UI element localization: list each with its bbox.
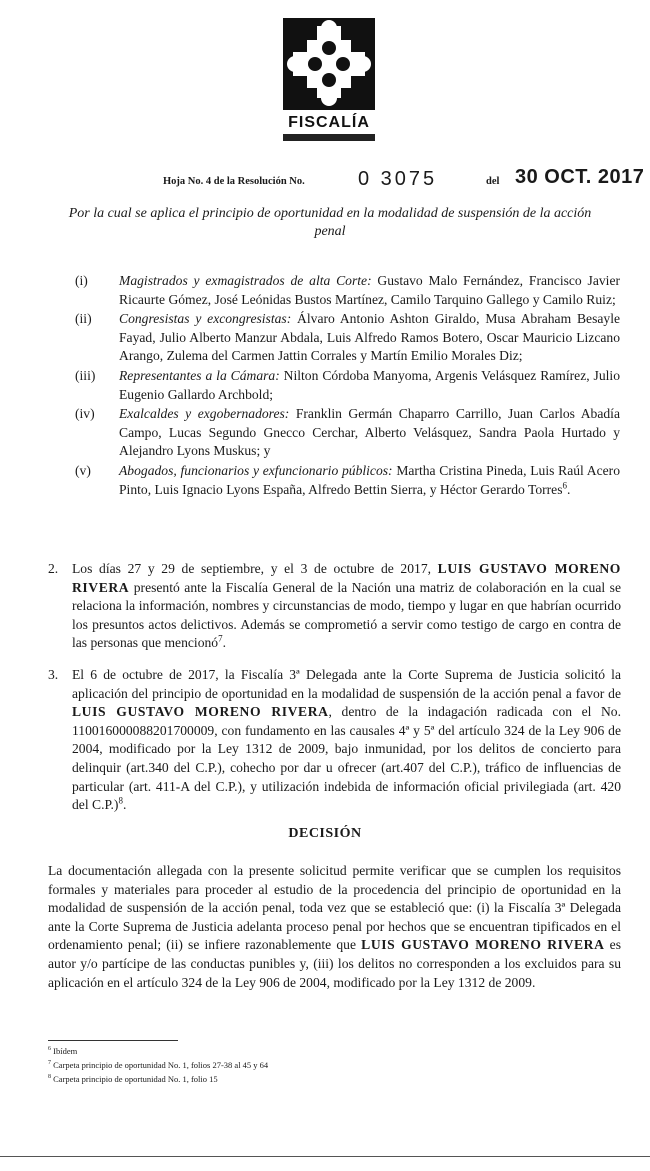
list-item-numeral: (ii) — [75, 311, 92, 327]
list-item-category: Congresistas y excongresistas: — [119, 311, 292, 327]
footnote-ref: 8 — [118, 795, 123, 806]
hoja-label: Hoja No. 4 de la Resolución No. — [163, 176, 305, 187]
footnote-number: 8 — [48, 1074, 51, 1081]
footnote-number: 6 — [48, 1046, 51, 1053]
person-name: LUIS GUSTAVO MORENO RIVERA — [72, 561, 621, 595]
resolution-date: 30 OCT. 2017 — [515, 166, 645, 188]
page-bottom-rule — [0, 1156, 650, 1157]
list-item-text: Álvaro Antonio Ashton Giraldo, Musa Abraham Besayle Fayad, Julio Alberto Manzur Abdala, Luis Alfredo Ramos Botero, Oscar Mauricio Lizcano Arango, Zulema del Carmen Jattin Corrales y Martín Emilio Morales Diz; — [119, 311, 621, 364]
footnote-ref: 6 — [562, 480, 568, 490]
list-item-numeral: (iv) — [75, 406, 95, 422]
footnote — [48, 1058, 268, 1072]
list-item-text: Gustavo Malo Fernández, Francisco Javier Ricaurte Gómez, José Leónidas Bustos Martínez, Camilo Tarquino Gallego y Camilo Ruiz; — [119, 273, 620, 307]
paragraph-text: Los días 27 y 29 de septiembre, y el 3 de octubre de 2017, — [72, 561, 438, 576]
paragraph-text: , dentro de la indagación radicada con el No. 110016000088201700009, con fundamento en las causales 4ª y 5ª del artículo 324 de la Ley 906 de 2004, modificado por la Ley 1312 de 2009, bajo inmunidad, por los delitos de concierto para delinquir (art.340 del C.P.), cohecho por dar u ofrecer (art.407 del C.P.), tráfico de influencias de particular (art. 411-A del C.P.), y utilización indebida de información oficial privilegiada (art. 420 del C.P.) — [72, 704, 621, 813]
logo-name: FISCALÍA — [288, 114, 370, 131]
footnote-text: Carpeta principio de oportunidad No. 1, folio 15 — [53, 1074, 218, 1084]
list-item-category: Exalcaldes y exgobernadores: — [119, 406, 290, 422]
paragraph-number: 2. — [48, 561, 59, 576]
list-item-numeral: (i) — [75, 273, 88, 288]
list-item-category: Representantes a la Cámara: — [119, 367, 280, 383]
list-item-end: . — [567, 481, 571, 497]
decision-heading: DECISIÓN — [288, 826, 362, 841]
paragraph-2 — [48, 560, 621, 653]
person-name: LUIS GUSTAVO MORENO RIVERA — [72, 704, 329, 720]
paragraph-text: La documentación allegada con la presente solicitud permite verificar que se cumplen los requisitos formales y materiales para proceder al estudio de la procedencia del principio de oportunidad en la modalidad de suspensión de la acción penal, toda vez que se estableció que: (i) la Fiscalía 3ª Delegada ante la Corte Suprema de Justicia adelanta proceso penal por hechos que se encuentran tipificados en el ordenamiento penal; (ii) se infiere razonablemente que — [48, 863, 621, 953]
paragraph-text: El 6 de octubre de 2017, la Fiscalía 3ª Delegada ante la Corte Suprema de Justicia solicitó la aplicación del principio de oportunidad en la modalidad de suspensión de la acción penal a favor de — [72, 667, 621, 701]
list-item — [75, 462, 620, 499]
decision-paragraph — [48, 862, 621, 992]
list-item — [75, 367, 620, 404]
footnote-number: 7 — [48, 1060, 51, 1067]
list-item-numeral: (v) — [75, 462, 91, 478]
paragraph-text: es autor y/o partícipe de las conductas punibles y, (iii) los delitos no corresponden a los excluidos para su aplicación en el artículo 324 de la Ley 906 de 2004, modificado por la Ley 1312 de 2009. — [48, 937, 621, 990]
list-item — [75, 272, 620, 309]
resolution-number: 0 3075 — [358, 168, 438, 190]
person-name: LUIS GUSTAVO MORENO RIVERA — [361, 937, 605, 953]
list-item-category: Magistrados y exmagistrados de alta Corte: — [119, 273, 372, 288]
list-item — [75, 310, 620, 366]
paragraph-text: presentó ante la Fiscalía General de la Nación una matriz de colaboración en la cual se relaciona la información, nombres y circunstancias de modo, tiempo y lugar en que habrían ocurrido los presuntos actos delictivos. Además se comprometió a servir como testigo de cargo en contra de las personas que mencionó — [72, 579, 621, 651]
puzzle-piece-icon — [283, 18, 375, 110]
footnote-text: Carpeta principio de oportunidad No. 1, folios 27-38 al 45 y 64 — [53, 1060, 269, 1070]
paragraph-end: . — [122, 797, 127, 813]
footnotes — [48, 1044, 268, 1086]
del-label: del — [486, 176, 500, 187]
list-item-numeral: (iii) — [75, 367, 96, 383]
list-item-text: Martha Cristina Pineda, Luis Raúl Acero Pinto, Luis Ignacio Lyons España, Alfredo Bettin Sierra, y Héctor Gerardo Torres — [119, 462, 620, 497]
persons-list — [75, 272, 620, 500]
footnote — [48, 1044, 268, 1058]
logo-tagline-bar — [283, 134, 375, 141]
list-item-text: Franklin Germán Chaparro Carrillo, Juan Carlos Abadía Campo, Lucas Segundo Gnecco Cerchar, Alberto Velásquez, Sandra Paola Hurtado y Alejandro Lyons Muskus; y — [119, 406, 620, 459]
footnote-text: Ibídem — [53, 1046, 78, 1056]
paragraph-end: . — [222, 635, 226, 651]
list-item — [75, 405, 620, 461]
paragraph-number: 3. — [48, 667, 59, 682]
list-item-text: Nilton Córdoba Manyoma, Argenis Velásquez Ramírez, Julio Eugenio Gallardo Archbold; — [119, 367, 620, 402]
footnote — [48, 1072, 268, 1086]
footnote-ref: 7 — [218, 633, 223, 644]
paragraph-3 — [48, 666, 621, 815]
resolution-header — [0, 166, 650, 196]
list-item-category: Abogados, funcionarios y exfuncionario públicos: — [119, 462, 393, 478]
resolution-subtitle: Por la cual se aplica el principio de oportunidad en la modalidad de suspensión de la acción penal — [68, 206, 592, 239]
fiscalia-logo — [270, 18, 388, 141]
footnote-divider — [48, 1040, 178, 1041]
